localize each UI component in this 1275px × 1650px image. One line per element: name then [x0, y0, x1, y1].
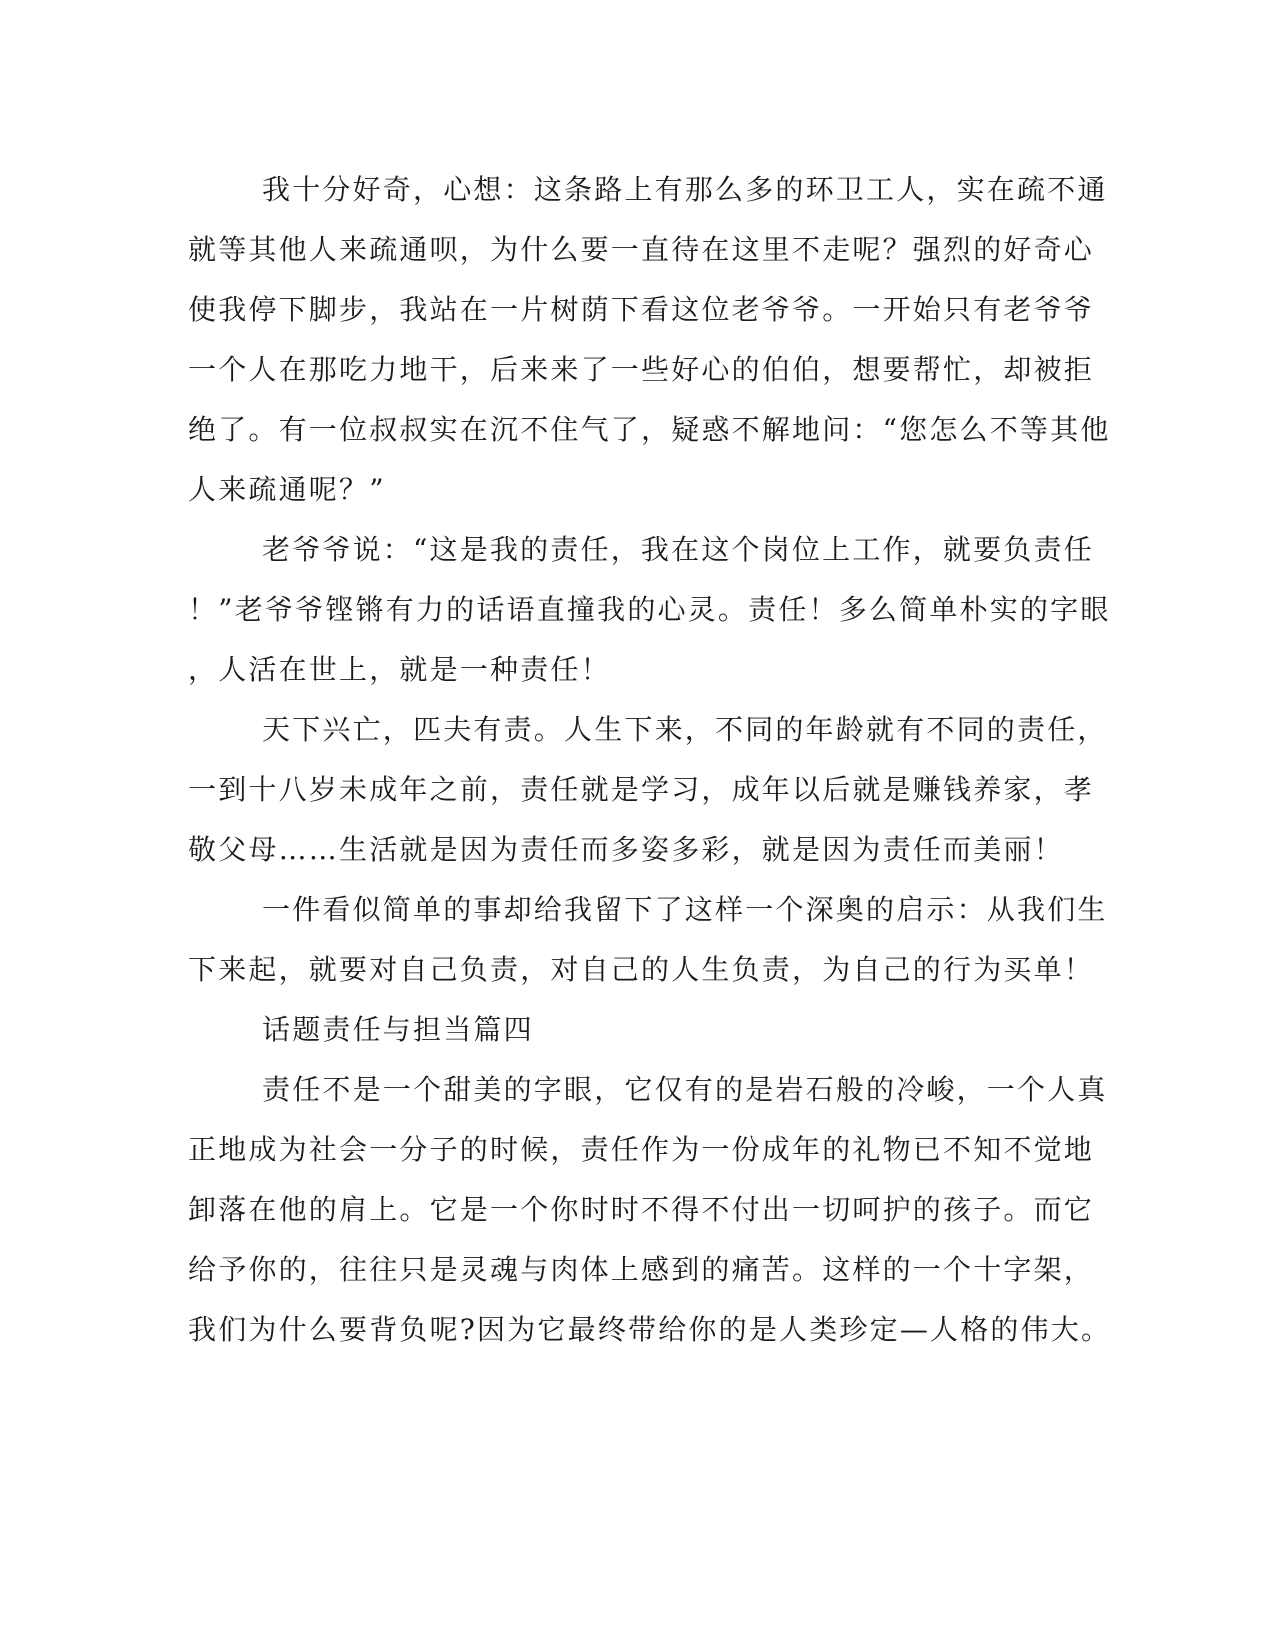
text-line: 敬父母……生活就是因为责任而多姿多彩，就是因为责任而美丽！ [188, 833, 1064, 866]
paragraph [188, 520, 1111, 700]
text-line: 给予你的，往往只是灵魂与肉体上感到的痛苦。这样的一个十字架， [188, 1253, 1095, 1286]
text-line: 使我停下脚步，我站在一片树荫下看这位老爷爷。一开始只有老爷爷 [188, 293, 1095, 326]
text-line: 卸落在他的肩上。它是一个你时时不得不付出一切呵护的孩子。而它 [188, 1193, 1095, 1226]
text-line: 就等其他人来疏通呗，为什么要一直待在这里不走呢？强烈的好奇心 [188, 233, 1095, 266]
text-line: 责任不是一个甜美的字眼，它仅有的是岩石般的冷峻，一个人真 [262, 1073, 1108, 1106]
text-line: ！”老爷爷铿锵有力的话语直撞我的心灵。责任！多么简单朴实的字眼 [188, 593, 1111, 626]
text-line: ，人活在世上，就是一种责任！ [188, 653, 611, 686]
text-line: 绝了。有一位叔叔实在沉不住气了，疑惑不解地问：“您怎么不等其他 [188, 413, 1111, 446]
text-line: 下来起，就要对自己负责，对自己的人生负责，为自己的行为买单！ [188, 953, 1095, 986]
paragraph [188, 160, 1111, 520]
text-line: 我十分好奇，心想：这条路上有那么多的环卫工人，实在疏不通 [262, 173, 1108, 206]
section-heading [188, 1000, 1068, 1060]
paragraph [188, 880, 1108, 1000]
text-line: 人来疏通呢？” [188, 473, 386, 506]
text-line: 一件看似简单的事却给我留下了这样一个深奥的启示：从我们生 [262, 893, 1108, 926]
text-line: 正地成为社会一分子的时候，责任作为一份成年的礼物已不知不觉地 [188, 1133, 1095, 1166]
heading-text: 话题责任与担当篇四 [262, 1013, 534, 1046]
text-line: 天下兴亡，匹夫有责。人生下来，不同的年龄就有不同的责任， [262, 713, 1108, 746]
text-line: 我们为什么要背负呢?因为它最终带给你的是人类珍定—人格的伟大。 [188, 1313, 1112, 1346]
text-line: 一个人在那吃力地干，后来来了一些好心的伯伯，想要帮忙，却被拒 [188, 353, 1095, 386]
paragraph [188, 1060, 1112, 1360]
text-line: 一到十八岁未成年之前，责任就是学习，成年以后就是赚钱养家，孝 [188, 773, 1095, 806]
text-line: 老爷爷说：“这是我的责任，我在这个岗位上工作，就要负责任 [262, 533, 1094, 566]
document-body [188, 160, 1112, 1360]
paragraph [188, 700, 1108, 880]
